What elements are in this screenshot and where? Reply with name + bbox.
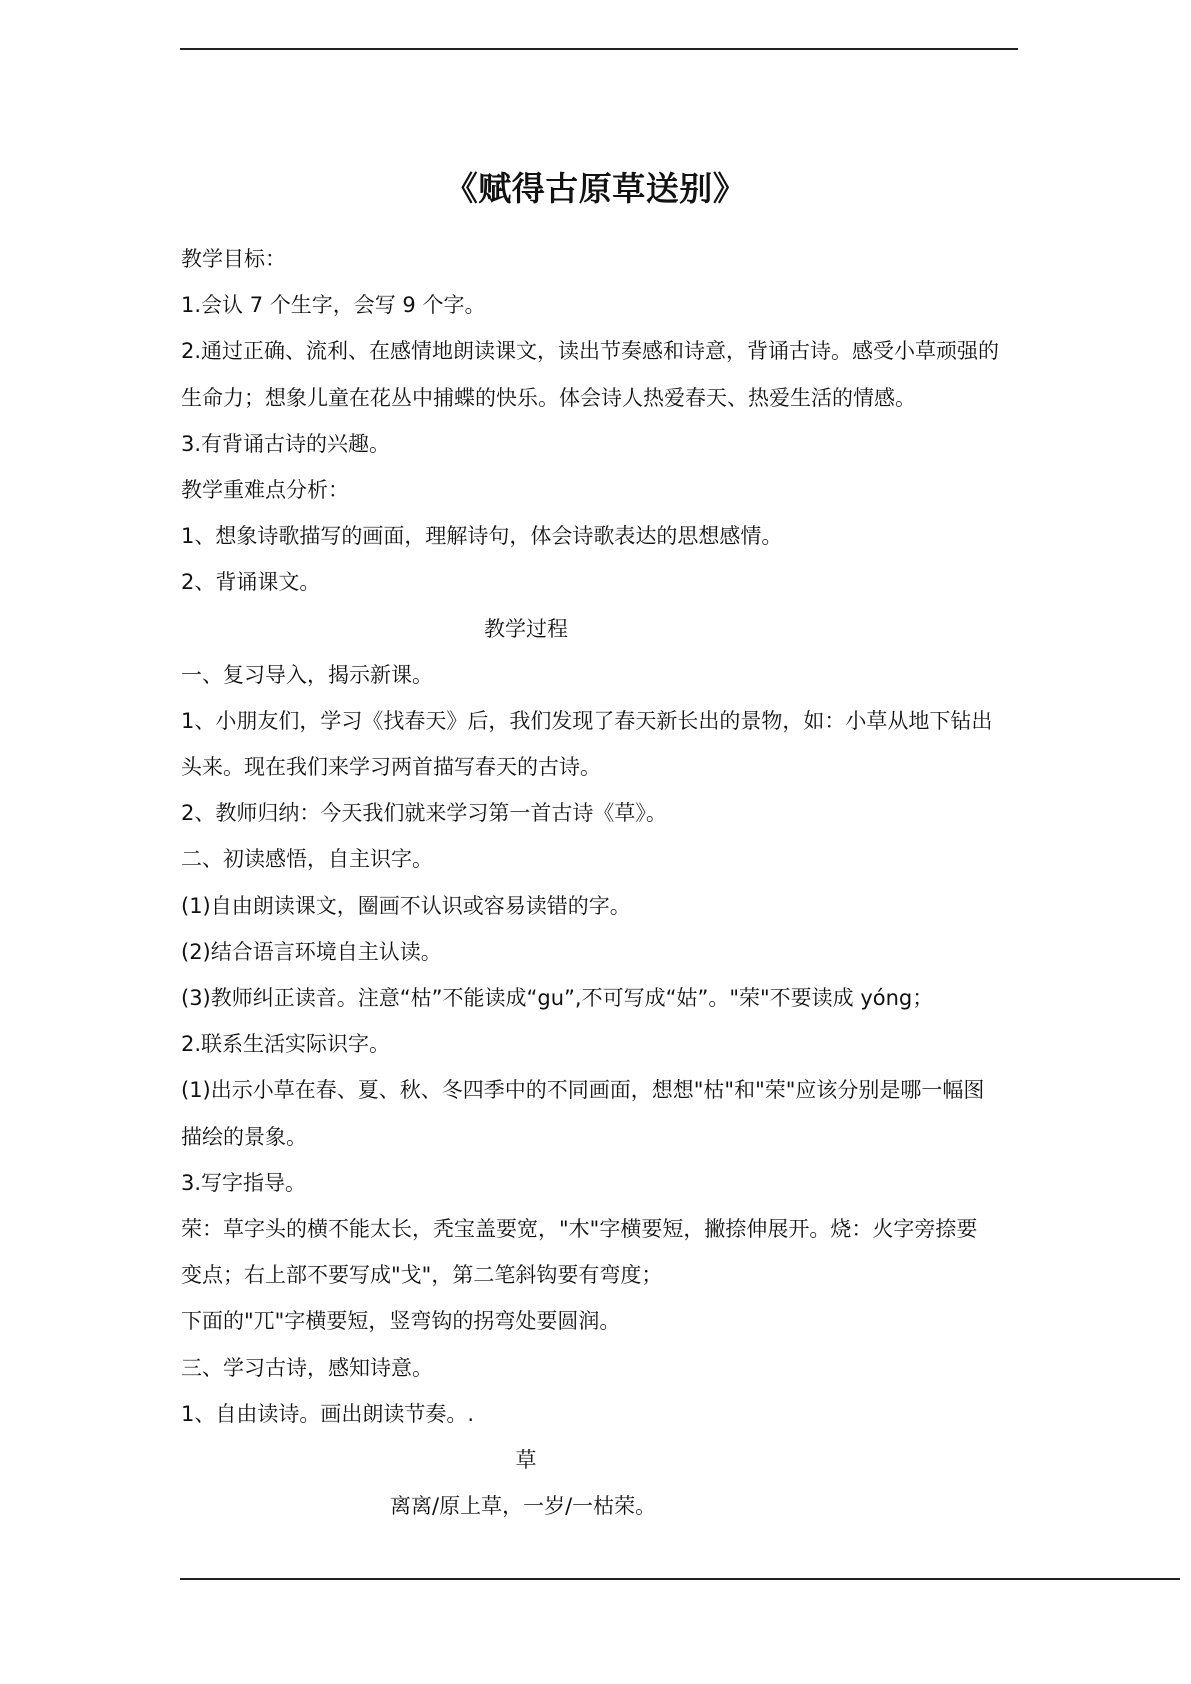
paragraph-line: (3)教师纠正读音。注意“枯”不能读成“gu”,不可写成“姑”。"荣"不要读成 yóng； xyxy=(181,986,934,1010)
goal-item-2: 2.通过正确、流利、在感情地朗读课文，读出节奏感和诗意，背诵古诗。感受小草顽强的 xyxy=(181,339,1000,364)
document-body xyxy=(181,236,1021,1529)
paragraph-line: 变点；右上部不要写成"戈"，第二笔斜钩要有弯度； xyxy=(181,1263,663,1288)
document-title: 《赋得古原草送别》 xyxy=(444,169,747,208)
section-heading-goals: 教学目标： xyxy=(181,247,286,271)
step-heading-2: 二、初读感悟，自主识字。 xyxy=(181,847,433,872)
section-heading-key-points: 教学重难点分析： xyxy=(181,477,349,502)
section-heading-process: 教学过程 xyxy=(484,616,568,641)
key-point-2: 2、背诵课文。 xyxy=(181,570,321,595)
paragraph-line: (1)自由朗读课文，圈画不认识或容易读错的字。 xyxy=(181,893,631,918)
paragraph-line: 1、小朋友们，学习《找春天》后，我们发现了春天新长出的景物，如：小草从地下钻出 xyxy=(181,708,993,733)
goal-item-3: 3.有背诵古诗的兴趣。 xyxy=(181,431,391,456)
key-point-1: 1、想象诗歌描写的画面，理解诗句，体会诗歌表达的思想感情。 xyxy=(181,524,783,549)
paragraph-line: 荣：草字头的横不能太长，秃宝盖要宽，"木"字横要短，撇捺伸展开。烧：火字旁捺要 xyxy=(181,1216,978,1241)
goal-item-1: 1.会认 7 个生字，会写 9 个字。 xyxy=(181,293,486,318)
footer-rule xyxy=(180,1578,1180,1580)
goal-item-2-cont: 生命力；想象儿童在花丛中捕蝶的快乐。体会诗人热爱春天、热爱生活的情感。 xyxy=(181,385,916,410)
paragraph-line: 2.联系生活实际识字。 xyxy=(181,1032,391,1057)
paragraph-line: (1)出示小草在春、夏、秋、冬四季中的不同画面，想想"枯"和"荣"应该分别是哪一幅图 xyxy=(181,1078,985,1103)
paragraph-line: 头来。现在我们来学习两首描写春天的古诗。 xyxy=(181,755,601,780)
poem-title: 草 xyxy=(515,1447,537,1472)
paragraph-line: (2)结合语言环境自主认读。 xyxy=(181,939,442,964)
paragraph-line: 描绘的景象。 xyxy=(181,1124,307,1149)
paragraph-line: 3.写字指导。 xyxy=(181,1170,307,1195)
paragraph-line: 下面的"兀"字横要短，竖弯钩的拐弯处要圆润。 xyxy=(181,1309,621,1334)
step-heading-1: 一、复习导入，揭示新课。 xyxy=(181,662,433,687)
paragraph-line: 2、教师归纳：今天我们就来学习第一首古诗《草》。 xyxy=(181,801,667,826)
header-rule xyxy=(180,48,1018,50)
step-heading-3: 三、学习古诗，感知诗意。 xyxy=(181,1355,433,1380)
poem-line: 离离/原上草，一岁/一枯荣。 xyxy=(390,1494,657,1519)
paragraph-line: 1、自由读诗。画出朗读节奏。. xyxy=(181,1401,475,1426)
